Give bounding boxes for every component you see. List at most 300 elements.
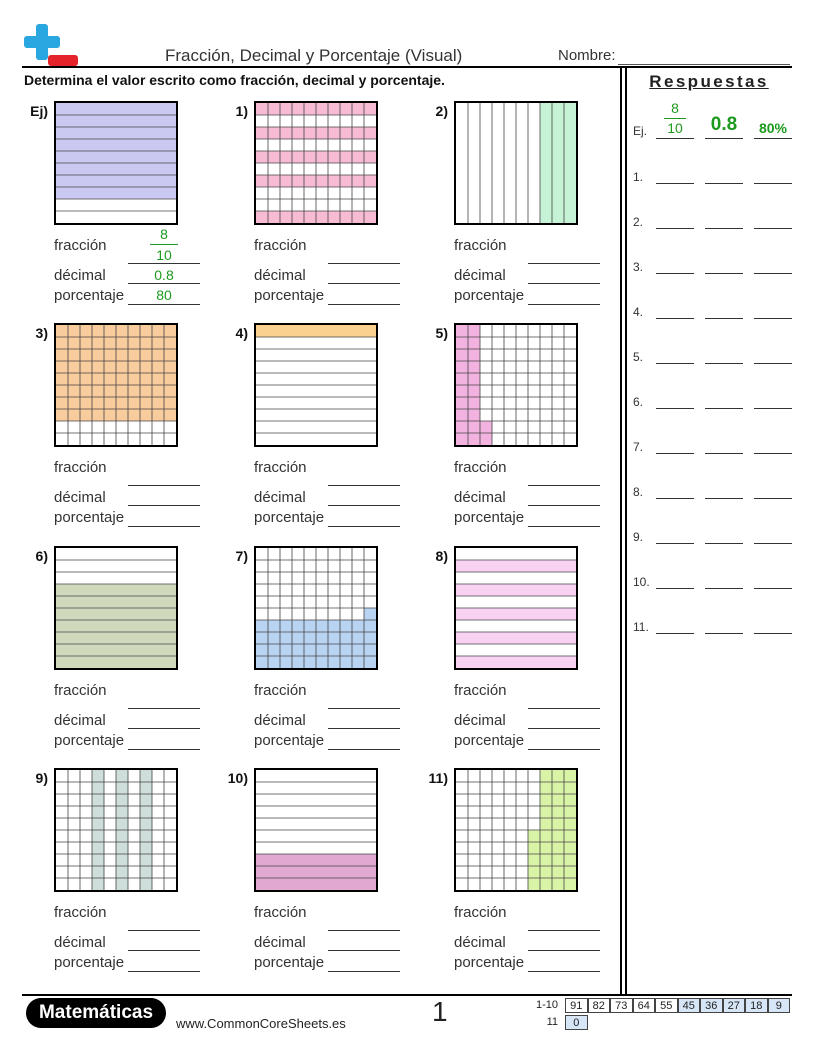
answer-percent-line[interactable] (754, 498, 792, 499)
shaded-cell (92, 361, 104, 373)
shaded-cell (152, 361, 164, 373)
shaded-cell (80, 409, 92, 421)
answer-example-label: Ej. (633, 124, 648, 138)
problem-number: 6) (35, 548, 48, 564)
shaded-cell (340, 103, 352, 115)
shaded-cell (164, 361, 176, 373)
example-percent: 80 (156, 287, 172, 303)
answer-decimal-line[interactable] (705, 273, 743, 274)
shaded-cell (304, 127, 316, 139)
shaded-cell (164, 385, 176, 397)
decimal-label: décimal (254, 934, 306, 951)
shaded-cell (116, 373, 128, 385)
shaded-cell (92, 794, 104, 806)
shaded-cell (304, 175, 316, 187)
shaded-cell (56, 409, 68, 421)
shaded-cell (364, 151, 376, 163)
percent-answer-line[interactable] (328, 526, 400, 527)
fraction-answer-line[interactable] (528, 708, 600, 709)
shaded-cell (268, 151, 280, 163)
shaded-cell (352, 632, 364, 644)
decimal-answer-line[interactable] (128, 505, 200, 506)
shaded-cell (564, 866, 576, 878)
shaded-row (56, 151, 176, 163)
shaded-cell (268, 644, 280, 656)
answer-decimal-line[interactable] (705, 498, 743, 499)
shaded-cell (292, 620, 304, 632)
decimal-answer-line[interactable] (528, 728, 600, 729)
shaded-cell (340, 175, 352, 187)
answer-example-decimal: 0.8 (710, 114, 738, 135)
shaded-cell (80, 349, 92, 361)
decimal-label: décimal (454, 267, 506, 284)
answer-number: 7. (633, 440, 644, 454)
shaded-cell (328, 175, 340, 187)
shaded-cell (328, 103, 340, 115)
shaded-cell (164, 337, 176, 349)
fraction-label: fracción (454, 682, 507, 699)
shaded-cell (292, 127, 304, 139)
shaded-row (56, 644, 176, 656)
shaded-cell (340, 644, 352, 656)
answer-decimal-line[interactable] (705, 453, 743, 454)
shaded-cell (280, 175, 292, 187)
answer-fraction-line[interactable] (656, 588, 694, 589)
score-cell: 55 (655, 998, 678, 1013)
percent-answer-line[interactable] (328, 971, 400, 972)
percent-label: porcentaje (454, 509, 525, 526)
shaded-cell (352, 103, 364, 115)
shaded-cell (340, 632, 352, 644)
logo-icon (22, 22, 80, 68)
fraction-answer-line[interactable] (128, 485, 200, 486)
score-cell: 82 (588, 998, 611, 1013)
percent-label: porcentaje (254, 509, 325, 526)
answer-number: 1. (633, 170, 644, 184)
answer-fraction-line[interactable] (656, 183, 694, 184)
shaded-cell (340, 127, 352, 139)
shaded-cell (256, 644, 268, 656)
shaded-cell (540, 866, 552, 878)
answer-decimal-line[interactable] (705, 543, 743, 544)
answer-fraction-line[interactable] (656, 633, 694, 634)
fraction-label: fracción (54, 459, 107, 476)
shaded-cell (328, 127, 340, 139)
shaded-cell (292, 656, 304, 668)
fraction-model (254, 101, 378, 225)
shaded-row (56, 163, 176, 175)
percent-answer-line[interactable] (528, 526, 600, 527)
fraction-answer-line[interactable] (328, 263, 400, 264)
percent-answer-line[interactable] (328, 749, 400, 750)
shaded-cell (140, 385, 152, 397)
shaded-cell (116, 830, 128, 842)
answer-percent-line[interactable] (754, 408, 792, 409)
answer-fraction-line[interactable] (656, 318, 694, 319)
fraction-model-svg (256, 548, 376, 668)
shaded-cell (68, 373, 80, 385)
shaded-cell (140, 830, 152, 842)
shaded-cell (552, 842, 564, 854)
fraction-label: fracción (254, 904, 307, 921)
shaded-cell (104, 361, 116, 373)
decimal-answer-line[interactable] (528, 505, 600, 506)
shaded-cell (268, 620, 280, 632)
percent-label: porcentaje (54, 732, 125, 749)
decimal-label: décimal (54, 934, 106, 951)
shaded-cell (140, 818, 152, 830)
answer-fraction-line[interactable] (656, 273, 694, 274)
shaded-row (256, 866, 376, 878)
score-row-label: 1-10 (535, 999, 558, 1011)
shaded-cell (468, 397, 480, 409)
shaded-cell (456, 409, 468, 421)
answer-decimal-line[interactable] (705, 633, 743, 634)
shaded-cell (468, 337, 480, 349)
shaded-cell (328, 632, 340, 644)
shaded-cell (456, 373, 468, 385)
decimal-answer-line[interactable] (328, 505, 400, 506)
answer-example-line (656, 138, 694, 139)
shaded-cell (352, 175, 364, 187)
shaded-cell (280, 103, 292, 115)
fraction-model-svg (456, 548, 576, 668)
shaded-cell (292, 103, 304, 115)
shaded-cell (340, 211, 352, 223)
answer-number: 4. (633, 305, 644, 319)
fraction-answer-line[interactable] (328, 485, 400, 486)
shaded-column (540, 103, 552, 223)
decimal-answer-line[interactable] (128, 283, 200, 284)
shaded-cell (468, 409, 480, 421)
shaded-cell (316, 127, 328, 139)
site-url[interactable]: www.CommonCoreSheets.es (176, 1016, 346, 1031)
shaded-cell (104, 349, 116, 361)
shaded-row (56, 632, 176, 644)
shaded-cell (92, 349, 104, 361)
shaded-cell (92, 337, 104, 349)
decimal-answer-line[interactable] (128, 728, 200, 729)
percent-answer-line[interactable] (128, 304, 200, 305)
fraction-label: fracción (54, 237, 107, 254)
fraction-model (54, 101, 178, 225)
answer-fraction-line[interactable] (656, 498, 694, 499)
name-field[interactable] (618, 64, 790, 65)
shaded-cell (80, 325, 92, 337)
fraction-answer-line[interactable] (128, 930, 200, 931)
shaded-cell (256, 632, 268, 644)
problem-number: 11) (428, 770, 448, 786)
decimal-label: décimal (454, 934, 506, 951)
fraction-model (254, 323, 378, 447)
shaded-cell (552, 782, 564, 794)
fraction-model-svg (256, 103, 376, 223)
shaded-cell (92, 830, 104, 842)
shaded-cell (152, 325, 164, 337)
shaded-row (56, 608, 176, 620)
decimal-label: décimal (54, 489, 106, 506)
percent-answer-line[interactable] (528, 971, 600, 972)
fraction-answer-line[interactable] (528, 930, 600, 931)
answer-percent-line[interactable] (754, 633, 792, 634)
shaded-cell (104, 385, 116, 397)
score-cell: 27 (723, 998, 746, 1013)
percent-answer-line[interactable] (128, 749, 200, 750)
shaded-cell (352, 211, 364, 223)
decimal-label: décimal (254, 489, 306, 506)
decimal-answer-line[interactable] (528, 950, 600, 951)
shaded-cell (292, 644, 304, 656)
shaded-cell (152, 349, 164, 361)
shaded-cell (116, 854, 128, 866)
fraction-model-svg (256, 770, 376, 890)
answer-fraction-line[interactable] (656, 408, 694, 409)
answer-decimal-line[interactable] (705, 183, 743, 184)
shaded-cell (316, 175, 328, 187)
shaded-cell (528, 878, 540, 890)
fraction-model (254, 546, 378, 670)
shaded-cell (468, 361, 480, 373)
decimal-label: décimal (54, 267, 106, 284)
shaded-cell (268, 127, 280, 139)
shaded-cell (564, 782, 576, 794)
percent-label: porcentaje (454, 954, 525, 971)
shaded-cell (56, 397, 68, 409)
fraction-model (54, 323, 178, 447)
shaded-column (564, 103, 576, 223)
shaded-cell (552, 770, 564, 782)
answer-fraction-line[interactable] (656, 453, 694, 454)
shaded-cell (164, 349, 176, 361)
shaded-cell (564, 818, 576, 830)
shaded-cell (140, 842, 152, 854)
shaded-cell (552, 806, 564, 818)
shaded-row (56, 584, 176, 596)
answer-percent-line[interactable] (754, 588, 792, 589)
answer-percent-line[interactable] (754, 228, 792, 229)
shaded-cell (540, 854, 552, 866)
shaded-cell (92, 806, 104, 818)
shaded-cell (316, 211, 328, 223)
shaded-cell (92, 397, 104, 409)
percent-label: porcentaje (254, 732, 325, 749)
shaded-cell (480, 433, 492, 445)
shaded-cell (268, 103, 280, 115)
fraction-label: fracción (454, 237, 507, 254)
shaded-cell (280, 151, 292, 163)
shaded-cell (128, 361, 140, 373)
decimal-answer-line[interactable] (128, 950, 200, 951)
shaded-cell (292, 151, 304, 163)
problem-number: Ej) (30, 103, 48, 119)
answer-fraction-line[interactable] (656, 363, 694, 364)
shaded-cell (152, 397, 164, 409)
shaded-cell (80, 373, 92, 385)
shaded-cell (140, 794, 152, 806)
shaded-cell (128, 337, 140, 349)
shaded-cell (268, 211, 280, 223)
decimal-label: décimal (254, 267, 306, 284)
shaded-cell (140, 782, 152, 794)
shaded-row (56, 656, 176, 668)
shaded-cell (140, 409, 152, 421)
shaded-cell (92, 854, 104, 866)
shaded-cell (328, 656, 340, 668)
shaded-cell (152, 373, 164, 385)
shaded-cell (128, 349, 140, 361)
shaded-cell (140, 866, 152, 878)
shaded-cell (528, 842, 540, 854)
shaded-cell (540, 806, 552, 818)
fraction-label: fracción (54, 904, 107, 921)
shaded-cell (456, 385, 468, 397)
shaded-cell (116, 842, 128, 854)
shaded-cell (540, 842, 552, 854)
shaded-cell (456, 397, 468, 409)
fraction-answer-line[interactable] (128, 263, 200, 264)
shaded-cell (456, 361, 468, 373)
shaded-cell (56, 385, 68, 397)
shaded-cell (340, 151, 352, 163)
shaded-cell (564, 770, 576, 782)
shaded-cell (328, 211, 340, 223)
shaded-cell (564, 830, 576, 842)
shaded-cell (540, 818, 552, 830)
shaded-row (256, 854, 376, 866)
shaded-cell (140, 878, 152, 890)
shaded-cell (304, 644, 316, 656)
answer-decimal-line[interactable] (705, 363, 743, 364)
percent-answer-line[interactable] (528, 304, 600, 305)
answer-example-numerator: 8 (671, 100, 679, 116)
shaded-row (256, 325, 376, 337)
shaded-cell (292, 175, 304, 187)
fraction-label: fracción (254, 682, 307, 699)
percent-label: porcentaje (254, 287, 325, 304)
shaded-cell (280, 620, 292, 632)
shaded-cell (352, 151, 364, 163)
shaded-cell (364, 620, 376, 632)
percent-label: porcentaje (54, 287, 125, 304)
problem-number: 10) (227, 770, 248, 786)
percent-answer-line[interactable] (128, 526, 200, 527)
shaded-cell (316, 103, 328, 115)
fraction-answer-line[interactable] (528, 485, 600, 486)
shaded-cell (340, 656, 352, 668)
answer-percent-line[interactable] (754, 543, 792, 544)
shaded-cell (56, 349, 68, 361)
percent-answer-line[interactable] (528, 749, 600, 750)
shaded-cell (116, 866, 128, 878)
shaded-cell (68, 385, 80, 397)
page-title: Fracción, Decimal y Porcentaje (Visual) (165, 46, 463, 65)
shaded-cell (116, 782, 128, 794)
shaded-cell (116, 349, 128, 361)
percent-label: porcentaje (454, 287, 525, 304)
answer-decimal-line[interactable] (705, 408, 743, 409)
shaded-cell (116, 361, 128, 373)
shaded-cell (564, 806, 576, 818)
decimal-answer-line[interactable] (328, 950, 400, 951)
shaded-cell (268, 632, 280, 644)
shaded-cell (528, 830, 540, 842)
shaded-cell (540, 878, 552, 890)
fraction-answer-line[interactable] (528, 263, 600, 264)
shaded-cell (104, 409, 116, 421)
answer-decimal-line[interactable] (705, 228, 743, 229)
shaded-cell (140, 325, 152, 337)
answer-example-line (705, 138, 743, 139)
shaded-cell (56, 361, 68, 373)
example-denominator: 10 (156, 247, 172, 263)
shaded-cell (456, 325, 468, 337)
shaded-cell (528, 866, 540, 878)
answer-decimal-line[interactable] (705, 588, 743, 589)
answer-fraction-line[interactable] (656, 228, 694, 229)
shaded-cell (304, 656, 316, 668)
shaded-cell (364, 632, 376, 644)
shaded-cell (468, 349, 480, 361)
shaded-cell (80, 385, 92, 397)
shaded-cell (116, 385, 128, 397)
shaded-cell (552, 854, 564, 866)
answer-fraction-line[interactable] (656, 543, 694, 544)
shaded-cell (140, 770, 152, 782)
shaded-row (456, 608, 576, 620)
shaded-cell (304, 211, 316, 223)
answer-decimal-line[interactable] (705, 318, 743, 319)
fraction-model-svg (456, 770, 576, 890)
fraction-answer-line[interactable] (328, 708, 400, 709)
decimal-label: décimal (54, 712, 106, 729)
problem-number: 2) (435, 103, 448, 119)
shaded-cell (140, 349, 152, 361)
shaded-cell (92, 385, 104, 397)
shaded-cell (280, 644, 292, 656)
fraction-model (254, 768, 378, 892)
answer-number: 11. (633, 620, 649, 634)
fraction-model (54, 768, 178, 892)
shaded-cell (68, 397, 80, 409)
answer-percent-line[interactable] (754, 273, 792, 274)
answer-number: 10. (633, 575, 650, 589)
fraction-answer-line[interactable] (128, 708, 200, 709)
shaded-cell (304, 620, 316, 632)
answer-percent-line[interactable] (754, 183, 792, 184)
shaded-cell (128, 373, 140, 385)
shaded-cell (540, 770, 552, 782)
fraction-answer-line[interactable] (328, 930, 400, 931)
shaded-row (56, 103, 176, 115)
shaded-cell (256, 211, 268, 223)
shaded-cell (128, 409, 140, 421)
decimal-answer-line[interactable] (528, 283, 600, 284)
percent-answer-line[interactable] (328, 304, 400, 305)
shaded-cell (352, 127, 364, 139)
answer-percent-line[interactable] (754, 363, 792, 364)
shaded-cell (256, 620, 268, 632)
problem-number: 1) (235, 103, 248, 119)
fraction-model (454, 768, 578, 892)
percent-answer-line[interactable] (128, 971, 200, 972)
shaded-cell (104, 373, 116, 385)
shaded-cell (364, 644, 376, 656)
answer-percent-line[interactable] (754, 318, 792, 319)
decimal-answer-line[interactable] (328, 283, 400, 284)
shaded-cell (352, 656, 364, 668)
decimal-answer-line[interactable] (328, 728, 400, 729)
answer-percent-line[interactable] (754, 453, 792, 454)
